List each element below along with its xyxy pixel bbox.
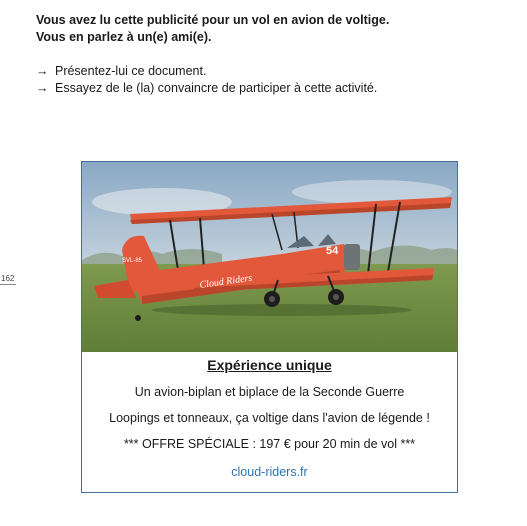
instructions bbox=[36, 12, 389, 97]
task-item-2 bbox=[36, 80, 389, 97]
task-text-1: Présentez-lui ce document. bbox=[54, 64, 207, 78]
arrow-icon: → bbox=[36, 81, 49, 95]
tail-code: SVL-85 bbox=[122, 258, 143, 264]
plane-number: 54 bbox=[326, 245, 339, 257]
task-item-1 bbox=[36, 63, 389, 80]
advertisement bbox=[81, 161, 458, 493]
intro-line-1: Vous avez lu cette publicité pour un vol en avion de voltige. bbox=[36, 13, 390, 27]
ad-line-2: Loopings et tonneaux, ça voltige dans l'avion de légende ! bbox=[109, 411, 430, 425]
arrow-icon: → bbox=[36, 64, 49, 78]
ad-text-block bbox=[82, 355, 457, 479]
biplane-photo bbox=[82, 162, 457, 352]
plane-brand: Cloud Riders bbox=[198, 272, 253, 291]
page-number: 162 bbox=[1, 274, 15, 283]
ad-headline: Expérience unique bbox=[207, 357, 332, 373]
ad-line-1: Un avion-biplan et biplace de la Seconde Guerre bbox=[134, 385, 405, 399]
intro-line-2: Vous en parlez à un(e) ami(e). bbox=[36, 30, 212, 44]
ad-offer: *** OFFRE SPÉCIALE : 197 € pour 20 min de vol *** bbox=[123, 437, 416, 451]
task-text-2: Essayez de le (la) convaincre de participer à cette activité. bbox=[54, 81, 378, 95]
website-link[interactable]: cloud-riders.fr bbox=[231, 465, 308, 479]
